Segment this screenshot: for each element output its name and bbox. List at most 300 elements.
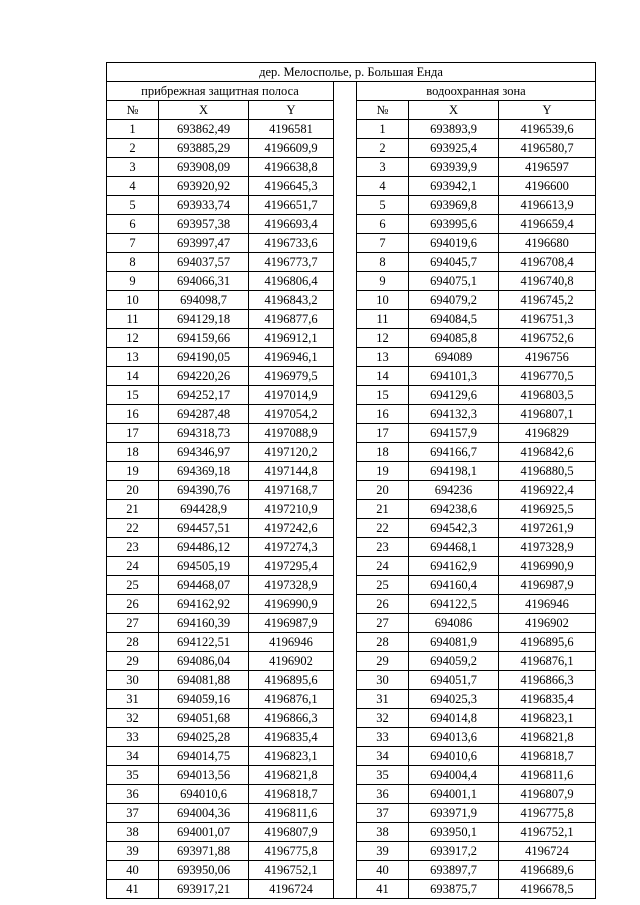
right-y-coordinate: 4196803,5 xyxy=(499,386,596,405)
table-row xyxy=(107,747,596,766)
right-point-number: 2 xyxy=(357,139,409,158)
right-point-number: 24 xyxy=(357,557,409,576)
left-y-coordinate: 4197014,9 xyxy=(249,386,334,405)
right-y-coordinate: 4196807,1 xyxy=(499,405,596,424)
right-point-number: 41 xyxy=(357,880,409,899)
table-row xyxy=(107,234,596,253)
table-row xyxy=(107,367,596,386)
left-point-number: 3 xyxy=(107,158,159,177)
left-x-coordinate: 694013,56 xyxy=(159,766,249,785)
left-y-coordinate: 4196823,1 xyxy=(249,747,334,766)
right-y-coordinate: 4196770,5 xyxy=(499,367,596,386)
column-gap xyxy=(334,633,357,652)
left-x-coordinate: 694159,66 xyxy=(159,329,249,348)
table-row xyxy=(107,823,596,842)
right-y-coordinate: 4196823,1 xyxy=(499,709,596,728)
left-y-coordinate: 4196651,7 xyxy=(249,196,334,215)
table-row xyxy=(107,652,596,671)
right-y-coordinate: 4196922,4 xyxy=(499,481,596,500)
left-header-y: Y xyxy=(249,101,334,120)
column-gap xyxy=(334,215,357,234)
table-row xyxy=(107,633,596,652)
right-point-number: 6 xyxy=(357,215,409,234)
left-x-coordinate: 694252,17 xyxy=(159,386,249,405)
right-y-coordinate: 4196724 xyxy=(499,842,596,861)
table-row xyxy=(107,253,596,272)
left-y-coordinate: 4196946 xyxy=(249,633,334,652)
left-x-coordinate: 694220,26 xyxy=(159,367,249,386)
left-x-coordinate: 693920,92 xyxy=(159,177,249,196)
table-row xyxy=(107,462,596,481)
right-point-number: 28 xyxy=(357,633,409,652)
left-x-coordinate: 694004,36 xyxy=(159,804,249,823)
left-x-coordinate: 693957,38 xyxy=(159,215,249,234)
left-point-number: 33 xyxy=(107,728,159,747)
left-point-number: 37 xyxy=(107,804,159,823)
right-point-number: 27 xyxy=(357,614,409,633)
left-y-coordinate: 4197054,2 xyxy=(249,405,334,424)
left-point-number: 35 xyxy=(107,766,159,785)
column-gap xyxy=(334,101,357,120)
left-point-number: 38 xyxy=(107,823,159,842)
right-y-coordinate: 4196752,6 xyxy=(499,329,596,348)
left-x-coordinate: 693933,74 xyxy=(159,196,249,215)
right-y-coordinate: 4196876,1 xyxy=(499,652,596,671)
column-gap xyxy=(334,861,357,880)
column-gap xyxy=(334,747,357,766)
left-x-coordinate: 694122,51 xyxy=(159,633,249,652)
left-y-coordinate: 4196733,6 xyxy=(249,234,334,253)
right-point-number: 9 xyxy=(357,272,409,291)
left-point-number: 17 xyxy=(107,424,159,443)
table-row xyxy=(107,158,596,177)
right-y-coordinate: 4196835,4 xyxy=(499,690,596,709)
coordinates-table xyxy=(106,62,596,899)
column-header-row xyxy=(107,101,596,120)
column-gap xyxy=(334,785,357,804)
right-x-coordinate: 693893,9 xyxy=(409,120,499,139)
right-x-coordinate: 693995,6 xyxy=(409,215,499,234)
zone-title-row xyxy=(107,82,596,101)
right-x-coordinate: 693875,7 xyxy=(409,880,499,899)
right-y-coordinate: 4196987,9 xyxy=(499,576,596,595)
right-y-coordinate: 4196946 xyxy=(499,595,596,614)
column-gap xyxy=(334,196,357,215)
left-point-number: 19 xyxy=(107,462,159,481)
left-point-number: 27 xyxy=(107,614,159,633)
right-x-coordinate: 694010,6 xyxy=(409,747,499,766)
table-row xyxy=(107,519,596,538)
right-x-coordinate: 694019,6 xyxy=(409,234,499,253)
left-x-coordinate: 694059,16 xyxy=(159,690,249,709)
left-x-coordinate: 694129,18 xyxy=(159,310,249,329)
left-point-number: 13 xyxy=(107,348,159,367)
right-x-coordinate: 694059,2 xyxy=(409,652,499,671)
right-point-number: 1 xyxy=(357,120,409,139)
right-y-coordinate: 4196775,8 xyxy=(499,804,596,823)
right-point-number: 8 xyxy=(357,253,409,272)
right-x-coordinate: 694013,6 xyxy=(409,728,499,747)
left-x-coordinate: 694505,19 xyxy=(159,557,249,576)
left-header-x: X xyxy=(159,101,249,120)
left-point-number: 40 xyxy=(107,861,159,880)
table-row xyxy=(107,386,596,405)
left-x-coordinate: 694014,75 xyxy=(159,747,249,766)
table-row xyxy=(107,405,596,424)
column-gap xyxy=(334,386,357,405)
column-gap xyxy=(334,671,357,690)
right-point-number: 19 xyxy=(357,462,409,481)
left-y-coordinate: 4196835,4 xyxy=(249,728,334,747)
table-row xyxy=(107,576,596,595)
right-y-coordinate: 4197261,9 xyxy=(499,519,596,538)
left-y-coordinate: 4197242,6 xyxy=(249,519,334,538)
column-gap xyxy=(334,310,357,329)
left-point-number: 32 xyxy=(107,709,159,728)
left-point-number: 20 xyxy=(107,481,159,500)
right-y-coordinate: 4196925,5 xyxy=(499,500,596,519)
left-y-coordinate: 4196912,1 xyxy=(249,329,334,348)
column-gap xyxy=(334,367,357,386)
right-y-coordinate: 4196829 xyxy=(499,424,596,443)
left-point-number: 26 xyxy=(107,595,159,614)
left-point-number: 14 xyxy=(107,367,159,386)
left-y-coordinate: 4197328,9 xyxy=(249,576,334,595)
left-y-coordinate: 4196902 xyxy=(249,652,334,671)
table-body xyxy=(107,63,596,899)
table-row xyxy=(107,272,596,291)
left-point-number: 7 xyxy=(107,234,159,253)
right-x-coordinate: 694004,4 xyxy=(409,766,499,785)
table-row xyxy=(107,310,596,329)
column-gap xyxy=(334,690,357,709)
left-x-coordinate: 693950,06 xyxy=(159,861,249,880)
table-row xyxy=(107,728,596,747)
left-point-number: 25 xyxy=(107,576,159,595)
right-y-coordinate: 4196895,6 xyxy=(499,633,596,652)
right-point-number: 23 xyxy=(357,538,409,557)
left-point-number: 23 xyxy=(107,538,159,557)
left-point-number: 5 xyxy=(107,196,159,215)
table-row xyxy=(107,196,596,215)
right-point-number: 32 xyxy=(357,709,409,728)
left-y-coordinate: 4196876,1 xyxy=(249,690,334,709)
table-row xyxy=(107,595,596,614)
table-row xyxy=(107,120,596,139)
table-row xyxy=(107,557,596,576)
right-point-number: 17 xyxy=(357,424,409,443)
left-point-number: 36 xyxy=(107,785,159,804)
left-header-number: № xyxy=(107,101,159,120)
column-gap xyxy=(334,291,357,310)
right-x-coordinate: 693897,7 xyxy=(409,861,499,880)
column-gap xyxy=(334,443,357,462)
right-point-number: 35 xyxy=(357,766,409,785)
right-x-coordinate: 693971,9 xyxy=(409,804,499,823)
right-y-coordinate: 4196600 xyxy=(499,177,596,196)
left-x-coordinate: 694160,39 xyxy=(159,614,249,633)
right-point-number: 36 xyxy=(357,785,409,804)
right-x-coordinate: 694086 xyxy=(409,614,499,633)
left-y-coordinate: 4196811,6 xyxy=(249,804,334,823)
left-y-coordinate: 4196987,9 xyxy=(249,614,334,633)
left-y-coordinate: 4196645,3 xyxy=(249,177,334,196)
left-x-coordinate: 694086,04 xyxy=(159,652,249,671)
right-point-number: 16 xyxy=(357,405,409,424)
left-point-number: 4 xyxy=(107,177,159,196)
table-row xyxy=(107,614,596,633)
left-x-coordinate: 694066,31 xyxy=(159,272,249,291)
right-x-coordinate: 694025,3 xyxy=(409,690,499,709)
right-y-coordinate: 4196990,9 xyxy=(499,557,596,576)
column-gap xyxy=(334,481,357,500)
left-y-coordinate: 4196818,7 xyxy=(249,785,334,804)
right-x-coordinate: 694001,1 xyxy=(409,785,499,804)
right-x-coordinate: 694166,7 xyxy=(409,443,499,462)
left-y-coordinate: 4196877,6 xyxy=(249,310,334,329)
right-x-coordinate: 693925,4 xyxy=(409,139,499,158)
right-y-coordinate: 4196842,6 xyxy=(499,443,596,462)
right-x-coordinate: 693942,1 xyxy=(409,177,499,196)
right-x-coordinate: 694051,7 xyxy=(409,671,499,690)
table-row xyxy=(107,690,596,709)
left-y-coordinate: 4196773,7 xyxy=(249,253,334,272)
right-point-number: 14 xyxy=(357,367,409,386)
right-y-coordinate: 4196689,6 xyxy=(499,861,596,880)
right-point-number: 38 xyxy=(357,823,409,842)
left-x-coordinate: 694390,76 xyxy=(159,481,249,500)
column-gap xyxy=(334,158,357,177)
right-point-number: 29 xyxy=(357,652,409,671)
right-y-coordinate: 4196751,3 xyxy=(499,310,596,329)
left-y-coordinate: 4196806,4 xyxy=(249,272,334,291)
left-x-coordinate: 694162,92 xyxy=(159,595,249,614)
table-row xyxy=(107,348,596,367)
left-y-coordinate: 4196775,8 xyxy=(249,842,334,861)
column-gap xyxy=(334,120,357,139)
right-point-number: 25 xyxy=(357,576,409,595)
left-y-coordinate: 4196638,8 xyxy=(249,158,334,177)
right-y-coordinate: 4196745,2 xyxy=(499,291,596,310)
column-gap xyxy=(334,842,357,861)
right-y-coordinate: 4197328,9 xyxy=(499,538,596,557)
right-x-coordinate: 694132,3 xyxy=(409,405,499,424)
right-y-coordinate: 4196740,8 xyxy=(499,272,596,291)
left-zone-title: прибрежная защитная полоса xyxy=(107,82,334,101)
left-y-coordinate: 4196609,9 xyxy=(249,139,334,158)
column-gap xyxy=(334,576,357,595)
left-x-coordinate: 694468,07 xyxy=(159,576,249,595)
left-x-coordinate: 693917,21 xyxy=(159,880,249,899)
right-point-number: 5 xyxy=(357,196,409,215)
left-y-coordinate: 4196724 xyxy=(249,880,334,899)
left-x-coordinate: 694369,18 xyxy=(159,462,249,481)
right-y-coordinate: 4196811,6 xyxy=(499,766,596,785)
left-x-coordinate: 694346,97 xyxy=(159,443,249,462)
left-x-coordinate: 694318,73 xyxy=(159,424,249,443)
left-x-coordinate: 693997,47 xyxy=(159,234,249,253)
right-x-coordinate: 693917,2 xyxy=(409,842,499,861)
right-x-coordinate: 694014,8 xyxy=(409,709,499,728)
table-row xyxy=(107,538,596,557)
right-x-coordinate: 694238,6 xyxy=(409,500,499,519)
column-gap xyxy=(334,405,357,424)
right-y-coordinate: 4196752,1 xyxy=(499,823,596,842)
right-y-coordinate: 4196613,9 xyxy=(499,196,596,215)
right-x-coordinate: 694045,7 xyxy=(409,253,499,272)
right-x-coordinate: 694075,1 xyxy=(409,272,499,291)
right-x-coordinate: 694084,5 xyxy=(409,310,499,329)
right-x-coordinate: 694198,1 xyxy=(409,462,499,481)
right-y-coordinate: 4196807,9 xyxy=(499,785,596,804)
left-x-coordinate: 694081,88 xyxy=(159,671,249,690)
left-y-coordinate: 4197210,9 xyxy=(249,500,334,519)
right-zone-title: водоохранная зона xyxy=(357,82,596,101)
left-y-coordinate: 4196843,2 xyxy=(249,291,334,310)
left-x-coordinate: 694001,07 xyxy=(159,823,249,842)
right-y-coordinate: 4196539,6 xyxy=(499,120,596,139)
left-x-coordinate: 694486,12 xyxy=(159,538,249,557)
right-x-coordinate: 694081,9 xyxy=(409,633,499,652)
table-row xyxy=(107,671,596,690)
column-gap xyxy=(334,348,357,367)
column-gap xyxy=(334,614,357,633)
right-point-number: 30 xyxy=(357,671,409,690)
left-point-number: 30 xyxy=(107,671,159,690)
table-row xyxy=(107,766,596,785)
left-y-coordinate: 4197168,7 xyxy=(249,481,334,500)
left-y-coordinate: 4197120,2 xyxy=(249,443,334,462)
left-point-number: 39 xyxy=(107,842,159,861)
table-row xyxy=(107,880,596,899)
column-gap xyxy=(334,880,357,899)
left-point-number: 10 xyxy=(107,291,159,310)
right-y-coordinate: 4196708,4 xyxy=(499,253,596,272)
table-row xyxy=(107,139,596,158)
left-x-coordinate: 694098,7 xyxy=(159,291,249,310)
right-y-coordinate: 4196902 xyxy=(499,614,596,633)
left-point-number: 2 xyxy=(107,139,159,158)
column-gap xyxy=(334,462,357,481)
column-gap xyxy=(334,823,357,842)
right-point-number: 20 xyxy=(357,481,409,500)
right-point-number: 37 xyxy=(357,804,409,823)
left-y-coordinate: 4196946,1 xyxy=(249,348,334,367)
table-row xyxy=(107,804,596,823)
table-row xyxy=(107,842,596,861)
table-row xyxy=(107,177,596,196)
table-row xyxy=(107,443,596,462)
right-x-coordinate: 694089 xyxy=(409,348,499,367)
right-x-coordinate: 694160,4 xyxy=(409,576,499,595)
right-x-coordinate: 694085,8 xyxy=(409,329,499,348)
right-y-coordinate: 4196597 xyxy=(499,158,596,177)
left-point-number: 18 xyxy=(107,443,159,462)
column-gap xyxy=(334,595,357,614)
left-point-number: 34 xyxy=(107,747,159,766)
right-x-coordinate: 694101,3 xyxy=(409,367,499,386)
right-y-coordinate: 4196659,4 xyxy=(499,215,596,234)
right-x-coordinate: 694122,5 xyxy=(409,595,499,614)
left-point-number: 1 xyxy=(107,120,159,139)
right-point-number: 3 xyxy=(357,158,409,177)
table-title: дер. Мелосполье, р. Большая Енда xyxy=(107,63,596,82)
right-x-coordinate: 694129,6 xyxy=(409,386,499,405)
column-gap xyxy=(334,272,357,291)
table-row xyxy=(107,215,596,234)
column-gap xyxy=(334,424,357,443)
column-gap xyxy=(334,557,357,576)
table-row xyxy=(107,424,596,443)
right-point-number: 4 xyxy=(357,177,409,196)
left-x-coordinate: 694457,51 xyxy=(159,519,249,538)
column-gap xyxy=(334,139,357,158)
column-gap xyxy=(334,519,357,538)
left-y-coordinate: 4196866,3 xyxy=(249,709,334,728)
right-header-y: Y xyxy=(499,101,596,120)
right-y-coordinate: 4196580,7 xyxy=(499,139,596,158)
table-row xyxy=(107,861,596,880)
right-point-number: 11 xyxy=(357,310,409,329)
left-x-coordinate: 693908,09 xyxy=(159,158,249,177)
right-y-coordinate: 4196818,7 xyxy=(499,747,596,766)
right-x-coordinate: 693950,1 xyxy=(409,823,499,842)
left-point-number: 6 xyxy=(107,215,159,234)
left-point-number: 31 xyxy=(107,690,159,709)
left-point-number: 28 xyxy=(107,633,159,652)
left-point-number: 11 xyxy=(107,310,159,329)
column-gap xyxy=(334,766,357,785)
left-point-number: 9 xyxy=(107,272,159,291)
left-y-coordinate: 4197295,4 xyxy=(249,557,334,576)
left-x-coordinate: 693885,29 xyxy=(159,139,249,158)
left-y-coordinate: 4196807,9 xyxy=(249,823,334,842)
left-x-coordinate: 694037,57 xyxy=(159,253,249,272)
right-x-coordinate: 694079,2 xyxy=(409,291,499,310)
right-x-coordinate: 693969,8 xyxy=(409,196,499,215)
title-row xyxy=(107,63,596,82)
right-point-number: 33 xyxy=(357,728,409,747)
right-point-number: 18 xyxy=(357,443,409,462)
right-y-coordinate: 4196678,5 xyxy=(499,880,596,899)
column-gap xyxy=(334,728,357,747)
right-point-number: 34 xyxy=(357,747,409,766)
right-y-coordinate: 4196880,5 xyxy=(499,462,596,481)
column-gap xyxy=(334,234,357,253)
left-y-coordinate: 4196895,6 xyxy=(249,671,334,690)
right-point-number: 7 xyxy=(357,234,409,253)
left-point-number: 21 xyxy=(107,500,159,519)
left-x-coordinate: 694428,9 xyxy=(159,500,249,519)
column-gap xyxy=(334,500,357,519)
right-x-coordinate: 693939,9 xyxy=(409,158,499,177)
right-point-number: 10 xyxy=(357,291,409,310)
right-point-number: 31 xyxy=(357,690,409,709)
left-x-coordinate: 694190,05 xyxy=(159,348,249,367)
left-point-number: 8 xyxy=(107,253,159,272)
left-x-coordinate: 694051,68 xyxy=(159,709,249,728)
left-y-coordinate: 4197144,8 xyxy=(249,462,334,481)
column-gap xyxy=(334,177,357,196)
right-x-coordinate: 694236 xyxy=(409,481,499,500)
left-y-coordinate: 4196693,4 xyxy=(249,215,334,234)
left-y-coordinate: 4196990,9 xyxy=(249,595,334,614)
table-row xyxy=(107,329,596,348)
left-y-coordinate: 4196979,5 xyxy=(249,367,334,386)
left-x-coordinate: 694010,6 xyxy=(159,785,249,804)
right-point-number: 26 xyxy=(357,595,409,614)
column-gap xyxy=(334,709,357,728)
